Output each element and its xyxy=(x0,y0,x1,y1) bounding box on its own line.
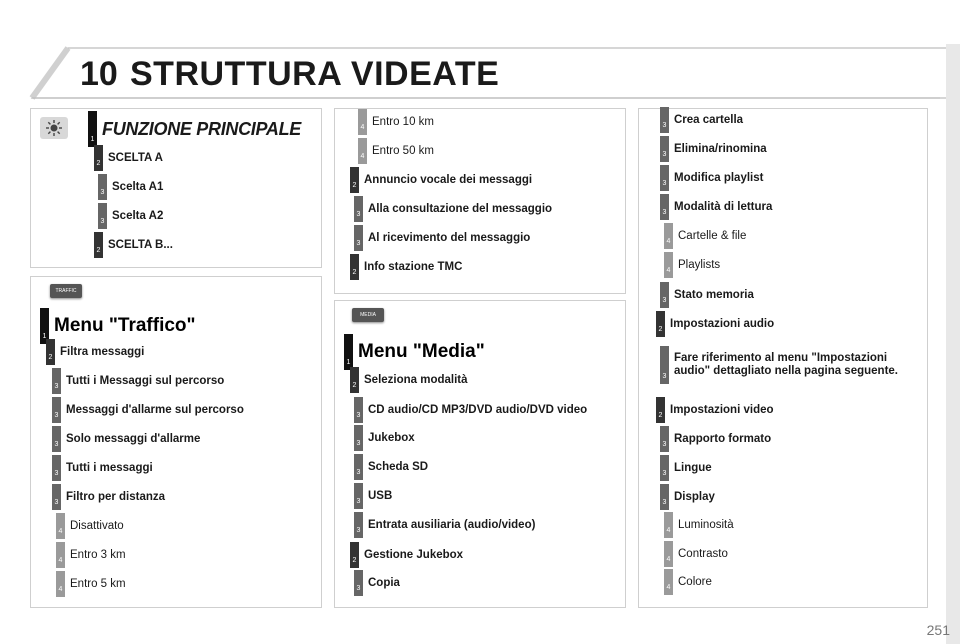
level-marker: 3 xyxy=(98,174,107,200)
menu-item xyxy=(660,281,754,309)
level-marker: 4 xyxy=(664,569,673,595)
menu-item-label: Luminosità xyxy=(678,518,734,531)
menu-item xyxy=(660,106,743,134)
level-marker: 3 xyxy=(52,397,61,423)
menu-item xyxy=(350,253,462,281)
menu-item-label: Gestione Jukebox xyxy=(364,548,464,561)
menu-item-label: Jukebox xyxy=(368,431,415,444)
menu-item xyxy=(350,366,468,394)
menu-item xyxy=(354,511,535,539)
menu-item-label: USB xyxy=(368,489,393,502)
level-marker: 3 xyxy=(98,203,107,229)
menu-item xyxy=(660,425,771,453)
media-title-row xyxy=(344,334,485,370)
menu-item-label: Alla consultazione del messaggio xyxy=(368,202,553,215)
menu-item xyxy=(354,195,552,223)
menu-item-label: Tutti i messaggi xyxy=(66,461,153,474)
menu-item xyxy=(664,251,720,279)
menu-item xyxy=(656,310,774,338)
level-marker: 3 xyxy=(354,454,363,480)
level-marker: 2 xyxy=(350,542,359,568)
menu-item xyxy=(98,173,163,201)
menu-item xyxy=(660,345,924,385)
level-marker: 3 xyxy=(660,484,669,510)
menu-item-label: Stato memoria xyxy=(674,288,754,301)
menu-item-label: Tutti i Messaggi sul percorso xyxy=(66,374,225,387)
menu-item-label: Playlists xyxy=(678,258,721,271)
menu-item-label: Impostazioni video xyxy=(670,403,774,416)
media-menu-title: Menu "Media" xyxy=(358,341,485,362)
menu-item-label: Entro 3 km xyxy=(70,548,126,561)
menu-item-label: Seleziona modalità xyxy=(364,373,468,386)
level-marker: 2 xyxy=(656,311,665,337)
page-number: 251 xyxy=(926,622,950,638)
menu-item-label: Modalità di lettura xyxy=(674,200,773,213)
level-marker: 3 xyxy=(660,194,669,220)
menu-item xyxy=(354,396,587,424)
menu-item xyxy=(350,541,463,569)
page-edge-strip xyxy=(946,44,960,644)
level-marker: 3 xyxy=(354,570,363,596)
level-marker: 1 xyxy=(88,111,97,147)
menu-item xyxy=(46,338,144,366)
level-marker: 3 xyxy=(354,196,363,222)
level-marker: 4 xyxy=(664,252,673,278)
menu-item-label: Impostazioni audio xyxy=(670,317,775,330)
menu-item-label: Solo messaggi d'allarme xyxy=(66,432,201,445)
menu-item-label: Entro 50 km xyxy=(372,144,434,157)
menu-item xyxy=(660,454,712,482)
menu-item-label: Colore xyxy=(678,575,712,588)
menu-item-label: Elimina/rinomina xyxy=(674,142,767,155)
menu-item xyxy=(660,483,715,511)
menu-item-label: Info stazione TMC xyxy=(364,260,463,273)
level-marker: 3 xyxy=(354,397,363,423)
menu-item xyxy=(660,164,763,192)
level-marker: 3 xyxy=(354,512,363,538)
menu-item xyxy=(354,224,530,252)
level-marker: 3 xyxy=(660,165,669,191)
level-marker: 3 xyxy=(660,282,669,308)
level-marker: 4 xyxy=(358,138,367,164)
menu-item xyxy=(52,367,224,395)
level-marker: 1 xyxy=(344,334,353,370)
menu-item-label: Filtra messaggi xyxy=(60,345,145,358)
level-marker: 3 xyxy=(660,426,669,452)
level-marker: 4 xyxy=(56,542,65,568)
level-marker: 3 xyxy=(354,225,363,251)
menu-item xyxy=(350,166,532,194)
level-marker: 2 xyxy=(350,254,359,280)
level-marker: 3 xyxy=(660,136,669,162)
menu-item xyxy=(660,135,767,163)
menu-item-label: CD audio/CD MP3/DVD audio/DVD video xyxy=(368,403,588,416)
menu-item xyxy=(354,453,428,481)
menu-item-label: Contrasto xyxy=(678,547,728,560)
level-marker: 3 xyxy=(660,455,669,481)
menu-item-label: Cartelle & file xyxy=(678,229,747,242)
menu-item xyxy=(52,425,200,453)
level-marker: 3 xyxy=(660,107,669,133)
menu-item-label: Filtro per distanza xyxy=(66,490,166,503)
level-marker: 2 xyxy=(46,339,55,365)
menu-item xyxy=(354,569,400,597)
menu-item-label: Crea cartella xyxy=(674,113,744,126)
menu-item-label: Messaggi d'allarme sul percorso xyxy=(66,403,244,416)
menu-item-label: Entro 5 km xyxy=(70,577,126,590)
menu-item-label: Display xyxy=(674,490,715,503)
menu-item xyxy=(94,231,173,259)
level-marker: 2 xyxy=(94,145,103,171)
level-marker: 4 xyxy=(664,541,673,567)
page-title: STRUTTURA VIDEATE xyxy=(130,55,500,93)
main-function-title: FUNZIONE PRINCIPALE xyxy=(102,118,301,139)
menu-item xyxy=(56,541,126,569)
menu-item-label: SCELTA B... xyxy=(108,238,173,251)
menu-item xyxy=(52,483,165,511)
level-marker: 1 xyxy=(40,308,49,344)
menu-item xyxy=(56,512,124,540)
menu-item xyxy=(664,511,734,539)
menu-item-label: Scelta A1 xyxy=(112,180,164,193)
fp-title-row xyxy=(88,110,301,148)
menu-item xyxy=(664,568,712,596)
menu-item-label: Entro 10 km xyxy=(372,115,434,128)
menu-item xyxy=(52,454,153,482)
level-marker: 4 xyxy=(56,571,65,597)
level-marker: 3 xyxy=(52,368,61,394)
menu-item xyxy=(94,144,163,172)
menu-item xyxy=(664,222,746,250)
level-marker: 4 xyxy=(664,512,673,538)
menu-item xyxy=(660,193,772,221)
level-marker: 2 xyxy=(94,232,103,258)
level-marker: 4 xyxy=(358,109,367,135)
menu-item-label: Annuncio vocale dei messaggi xyxy=(364,173,533,186)
menu-item xyxy=(664,540,728,568)
menu-item-label: Fare riferimento al menu "Impostazioni audio" dettagliato nella pagina seguente. xyxy=(674,352,898,377)
menu-item-label: Scelta A2 xyxy=(112,209,164,222)
level-marker: 4 xyxy=(664,223,673,249)
level-marker: 2 xyxy=(656,397,665,423)
chapter-number: 10 xyxy=(80,55,118,93)
menu-item xyxy=(56,570,126,598)
menu-item-label: Rapporto formato xyxy=(674,432,772,445)
level-marker: 3 xyxy=(354,425,363,451)
menu-item xyxy=(358,108,434,136)
menu-item xyxy=(98,202,163,230)
menu-item xyxy=(656,396,774,424)
menu-item-label: Lingue xyxy=(674,461,712,474)
menu-item xyxy=(52,396,244,424)
light-icon xyxy=(40,117,68,139)
level-marker: 3 xyxy=(660,346,669,384)
level-marker: 3 xyxy=(354,483,363,509)
level-marker: 2 xyxy=(350,167,359,193)
menu-item-label: SCELTA A xyxy=(108,151,163,164)
level-marker: 4 xyxy=(56,513,65,539)
menu-item-label: Al ricevimento del messaggio xyxy=(368,231,531,244)
menu-item-label: Modifica playlist xyxy=(674,171,764,184)
level-marker: 3 xyxy=(52,484,61,510)
menu-item xyxy=(354,424,415,452)
menu-item-label: Scheda SD xyxy=(368,460,429,473)
level-marker: 3 xyxy=(52,426,61,452)
level-marker: 2 xyxy=(350,367,359,393)
traffic-button-icon: TRAFFIC xyxy=(50,284,82,298)
menu-item-label: Copia xyxy=(368,576,400,589)
media-button-icon: MEDIA xyxy=(352,308,384,322)
menu-item-label: Entrata ausiliaria (audio/video) xyxy=(368,518,536,531)
menu-item-label: Disattivato xyxy=(70,519,124,532)
menu-item xyxy=(358,137,434,165)
traffic-menu-title: Menu "Traffico" xyxy=(54,315,196,336)
level-marker: 3 xyxy=(52,455,61,481)
menu-item xyxy=(354,482,392,510)
